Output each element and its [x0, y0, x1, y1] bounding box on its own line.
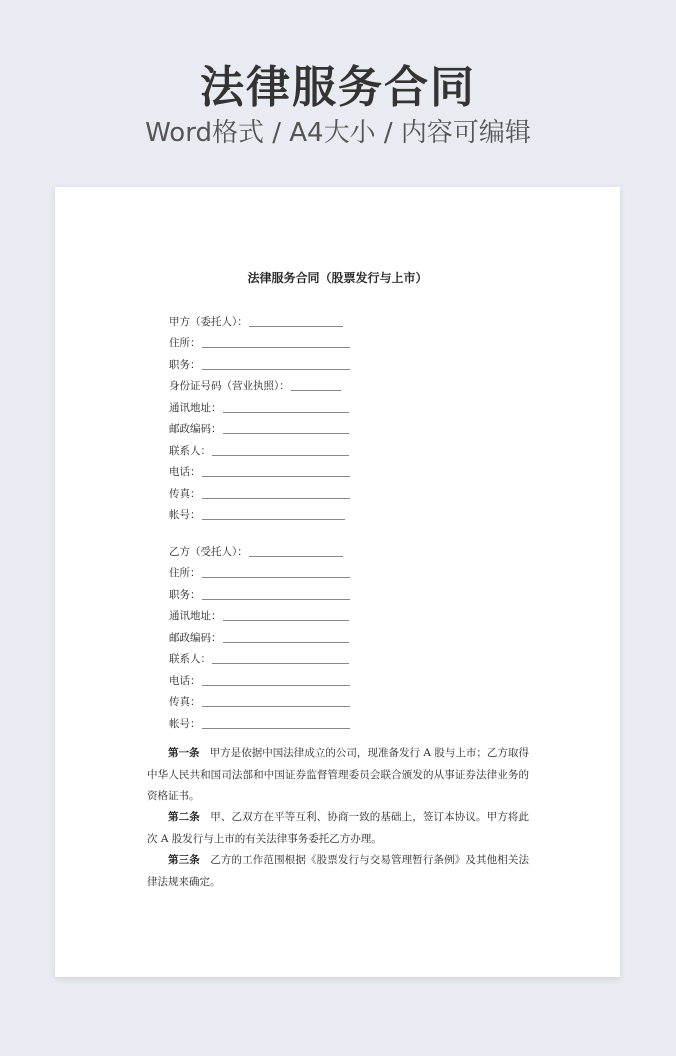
- blank-line[interactable]: [202, 347, 350, 348]
- field-label: 电话：: [169, 674, 201, 687]
- field-contact: [169, 645, 350, 667]
- field-mail-address: [169, 393, 350, 415]
- clause-text: 甲方是依据中国法律成立的公司，现准备发行 A 股与上市；乙方取得中华人民共和国司法部和中国证券监督管理委员会联合颁发的从事证券法律业务的资格证书。: [147, 747, 529, 802]
- blank-line[interactable]: [202, 728, 350, 729]
- blank-line[interactable]: [202, 476, 350, 477]
- field-id-number: [169, 372, 350, 394]
- field-label: 邮政编码：: [169, 423, 222, 435]
- field-party-a: [169, 307, 350, 329]
- blank-line[interactable]: [202, 369, 350, 370]
- field-mail-address: [169, 602, 350, 624]
- field-label: 职务：: [169, 358, 201, 371]
- clause-label: 第三条: [168, 854, 200, 866]
- field-party-b: [169, 537, 350, 559]
- clause-label: 第一条: [168, 747, 200, 759]
- clause-text: 乙方的工作范围根据《股票发行与交易管理暂行条例》及其他相关法律法规来确定。: [147, 854, 530, 888]
- blank-line[interactable]: [249, 326, 343, 327]
- blank-line[interactable]: [212, 663, 349, 664]
- blank-line[interactable]: [202, 498, 350, 499]
- field-account: [169, 709, 350, 731]
- blank-line[interactable]: [249, 556, 343, 557]
- field-label: 传真：: [169, 487, 201, 500]
- field-postcode: [169, 623, 350, 645]
- field-label: 通讯地址：: [169, 401, 222, 414]
- blank-line[interactable]: [291, 390, 341, 391]
- document-title: 法律服务合同（股票发行与上市）: [247, 271, 428, 285]
- field-label: 住所：: [169, 337, 201, 349]
- field-contact: [169, 436, 350, 458]
- blank-line[interactable]: [202, 685, 350, 686]
- party-fields: [169, 307, 350, 731]
- field-label: 传真：: [169, 696, 201, 708]
- field-postcode: [169, 415, 350, 437]
- blank-line[interactable]: [223, 412, 349, 413]
- field-fax: [169, 479, 350, 501]
- field-account: [169, 501, 350, 523]
- field-label: 联系人：: [169, 444, 211, 457]
- clause-label: 第二条: [168, 811, 200, 823]
- field-phone: [169, 458, 350, 480]
- blank-line[interactable]: [223, 642, 349, 643]
- clause-1: [147, 743, 529, 808]
- blank-line[interactable]: [202, 577, 350, 578]
- field-position: [169, 580, 350, 602]
- blank-line[interactable]: [202, 706, 350, 707]
- banner-title: 法律服务合同: [200, 62, 476, 113]
- blank-line[interactable]: [202, 519, 345, 520]
- blank-line[interactable]: [212, 455, 349, 456]
- field-label: 甲方（委托人）：: [169, 315, 248, 328]
- field-address: [169, 329, 350, 351]
- field-position: [169, 350, 350, 372]
- clause-3: [147, 850, 529, 893]
- field-phone: [169, 666, 350, 688]
- field-label: 电话：: [169, 466, 201, 478]
- field-label: 联系人：: [169, 653, 211, 665]
- field-label: 通讯地址：: [169, 610, 222, 622]
- field-label: 住所：: [169, 567, 201, 579]
- banner-subtitle: Word格式 / A4大小 / 内容可编辑: [145, 118, 531, 148]
- field-label: 邮政编码：: [169, 631, 222, 644]
- blank-line[interactable]: [223, 433, 349, 434]
- blank-line[interactable]: [202, 599, 350, 600]
- blank-line[interactable]: [223, 620, 349, 621]
- clause-text: 甲、乙双方在平等互利、协商一致的基础上，签订本协议。甲方将此次 A 股发行与上市的有关法律事务委托乙方办理。: [147, 811, 530, 845]
- field-label: 身份证号码（营业执照）：: [169, 380, 290, 392]
- field-fax: [169, 688, 350, 710]
- field-label: 帐号：: [169, 717, 201, 730]
- clause-2: [147, 807, 529, 850]
- field-label: 帐号：: [169, 509, 201, 521]
- field-label: 乙方（受托人）：: [169, 545, 248, 558]
- field-label: 职务：: [169, 588, 201, 601]
- field-address: [169, 559, 350, 581]
- document-page: [55, 187, 620, 977]
